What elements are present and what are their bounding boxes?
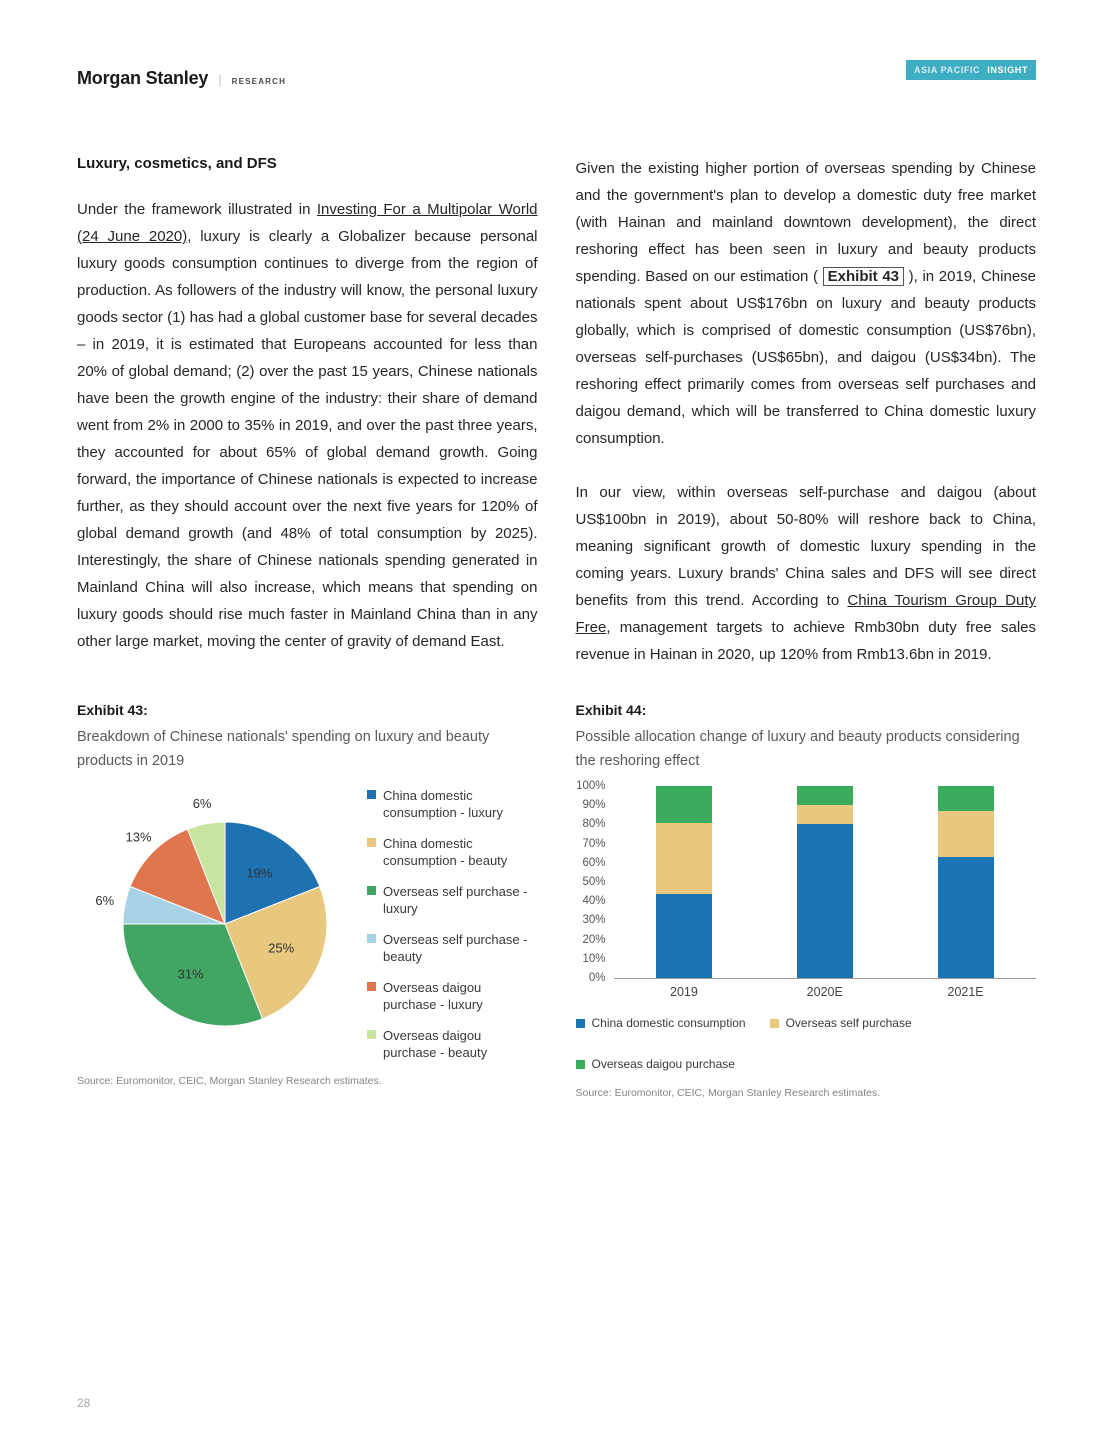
bar-2021E	[938, 786, 994, 978]
bar-segment	[797, 805, 853, 824]
exhibit-44-label: Exhibit 44:	[575, 702, 647, 718]
pie-value-label: 6%	[95, 893, 115, 909]
page-header	[77, 60, 1036, 89]
legend-swatch-icon	[367, 1030, 376, 1039]
banner-insight-label: INSIGHT	[987, 65, 1028, 75]
section-heading: Luxury, cosmetics, and DFS	[77, 155, 277, 172]
pie-value-label: 31%	[177, 966, 204, 982]
bar-x-axis	[614, 979, 1037, 1003]
bar-legend-item	[770, 1015, 912, 1032]
x-axis-category-label: 2020E	[806, 985, 843, 999]
legend-swatch-icon	[576, 1060, 585, 1069]
multipolar-world-link[interactable]: Investing For a Multipolar World (24 June 2020)	[77, 201, 538, 245]
bar-segment	[797, 824, 853, 978]
y-axis-tick-label: 70%	[582, 837, 606, 850]
exhibit-44	[576, 702, 1037, 1099]
pie-legend-item	[367, 979, 538, 1013]
bar-legend-label: China domestic consumption	[591, 1016, 746, 1030]
pie-legend-item	[367, 835, 538, 869]
bar-plot-row	[576, 780, 1037, 984]
pie-legend-label: Overseas daigou purchase - luxury	[383, 980, 483, 1012]
series-banner	[906, 60, 1036, 80]
pie-legend-label: Overseas self purchase - beauty	[383, 932, 528, 964]
bar-chart	[576, 780, 1037, 1073]
exhibit-44-caption: Possible allocation change of luxury and beauty products considering the reshoring effect	[575, 729, 1020, 769]
page-number: 28	[77, 1396, 91, 1410]
y-axis-tick-label: 40%	[582, 895, 606, 908]
bar-legend-item	[576, 1015, 746, 1032]
right-text-column	[576, 155, 1037, 668]
paragraph-text: Under the framework illustrated in	[77, 201, 317, 218]
x-axis-category-label: 2019	[670, 985, 698, 999]
legend-swatch-icon	[576, 1019, 585, 1028]
paragraph-text: ), in 2019, Chinese nationals spent about US$176bn on luxury and beauty products globally, which is comprised of domestic consumption (US$76bn), overseas self-purchases (US$65bn), and daigou (US$34bn). The reshoring effect primarily comes from overseas self purchases and daigou demand, which will be transferred to China domestic luxury consumption.	[575, 268, 1036, 447]
bar-legend-label: Overseas daigou purchase	[591, 1057, 735, 1071]
paragraph-text: In our view, within overseas self-purchase and daigou (about US$100bn in 2019), about 50-80% will reshore back to China, meaning significant growth of domestic luxury spending in the coming years. Luxury brands' China sales and DFS will see direct benefits from this trend. According to	[575, 484, 1036, 609]
x-axis-category-label: 2021E	[947, 985, 984, 999]
bar-2019	[656, 786, 712, 978]
paragraph	[77, 196, 538, 655]
bar-2020E	[797, 786, 853, 978]
pie-chart	[77, 787, 538, 1061]
pie-legend-item	[367, 787, 538, 821]
pie-chart-canvas	[77, 792, 367, 1056]
bar-segment	[938, 857, 994, 978]
pie-legend-label: China domestic consumption - beauty	[383, 836, 508, 868]
paragraph-text: Given the existing higher portion of overseas spending by Chinese and the government's plan to develop a domestic duty free market (with Hainan and mainland downtown development), the direct reshoring effect has been seen in luxury and beauty products spending. Based on our estimation (	[575, 160, 1036, 285]
page-footer	[77, 1394, 90, 1412]
exhibit-43-caption: Breakdown of Chinese nationals' spending on luxury and beauty products in 2019	[77, 729, 490, 769]
brand-block	[77, 68, 286, 89]
legend-swatch-icon	[367, 934, 376, 943]
bar-segment	[656, 823, 712, 894]
bar-y-axis	[576, 780, 614, 984]
legend-swatch-icon	[367, 982, 376, 991]
bar-legend-label: Overseas self purchase	[785, 1016, 912, 1030]
legend-swatch-icon	[367, 838, 376, 847]
banner-region-label: ASIA PACIFIC	[913, 65, 981, 75]
pie-legend-item	[367, 1027, 538, 1061]
bar-segment	[938, 786, 994, 811]
paragraph-text: , management targets to achieve Rmb30bn duty free sales revenue in Hainan in 2020, up 120% from Rmb13.6bn in 2019.	[575, 619, 1036, 663]
pie-value-label: 19%	[246, 865, 273, 881]
pie-chart-legend	[367, 787, 538, 1061]
two-column-content	[77, 155, 1036, 1099]
bar-segment	[656, 894, 712, 978]
bar-chart-legend	[576, 1015, 1037, 1073]
bar-segment	[656, 786, 712, 822]
research-label: RESEARCH	[231, 77, 287, 86]
y-axis-tick-label: 0%	[588, 972, 606, 984]
bar-segment	[938, 811, 994, 857]
bar-plot-area	[614, 787, 1037, 979]
exhibit-43-source: Source: Euromonitor, CEIC, Morgan Stanley Research estimates.	[77, 1075, 382, 1087]
left-text-column	[77, 155, 538, 668]
china-tourism-group-link[interactable]: China Tourism Group Duty Free	[575, 592, 1037, 636]
y-axis-tick-label: 80%	[582, 818, 606, 831]
pie-value-label: 25%	[268, 940, 295, 956]
pie-legend-label: Overseas daigou purchase - beauty	[383, 1028, 488, 1060]
y-axis-tick-label: 20%	[582, 933, 606, 946]
pie-value-label: 13%	[125, 829, 152, 845]
paragraph	[576, 479, 1037, 668]
paragraph	[576, 155, 1037, 452]
y-axis-tick-label: 60%	[582, 856, 606, 869]
legend-swatch-icon	[770, 1019, 779, 1028]
pie-legend-label: Overseas self purchase - luxury	[383, 884, 528, 916]
y-axis-tick-label: 90%	[582, 799, 606, 812]
exhibit-43-crossref[interactable]: Exhibit 43	[823, 267, 904, 286]
brand-divider: |	[218, 72, 222, 87]
y-axis-tick-label: 30%	[582, 914, 606, 927]
paragraph-text: , luxury is clearly a Globalizer because personal luxury goods consumption continues to diverge from the region of production. As followers of the industry will know, the personal luxury goods sector (1) has had a global customer base for several decades – in 2019, it is estimated that Europeans accounted for less than 20% of global demand; (2) over the past 15 years, Chinese nationals have been the growth engine of the industry: their share of demand went from 2% in 2000 to 35% in 2019, and over the past three years, they accounted for about 65% of global demand growth. Going forward, the importance of Chinese nationals is expected to increase further, as they should account over the next five years for 120% of global demand growth (and 48% of total consumption by 2025). Interestingly, the share of Chinese nationals spending generated in Mainland China will also increase, which means that spending on luxury goods should rise much faster in Mainland China than in any other large market, moving the center of gravity of demand East.	[77, 228, 538, 650]
pie-value-label: 6%	[192, 795, 212, 811]
y-axis-tick-label: 100%	[576, 780, 606, 792]
pie-legend-item	[367, 883, 538, 917]
pie-legend-label: China domestic consumption - luxury	[383, 788, 503, 820]
exhibit-44-source: Source: Euromonitor, CEIC, Morgan Stanley Research estimates.	[575, 1087, 881, 1099]
exhibit-43-label: Exhibit 43:	[77, 702, 148, 718]
legend-swatch-icon	[367, 790, 376, 799]
y-axis-tick-label: 10%	[582, 952, 606, 965]
bar-legend-item	[576, 1056, 735, 1073]
bar-segment	[797, 786, 853, 805]
pie-legend-item	[367, 931, 538, 965]
exhibit-43	[77, 702, 538, 1099]
morgan-stanley-logo: Morgan Stanley	[77, 68, 209, 88]
y-axis-tick-label: 50%	[582, 876, 606, 888]
legend-swatch-icon	[367, 886, 376, 895]
